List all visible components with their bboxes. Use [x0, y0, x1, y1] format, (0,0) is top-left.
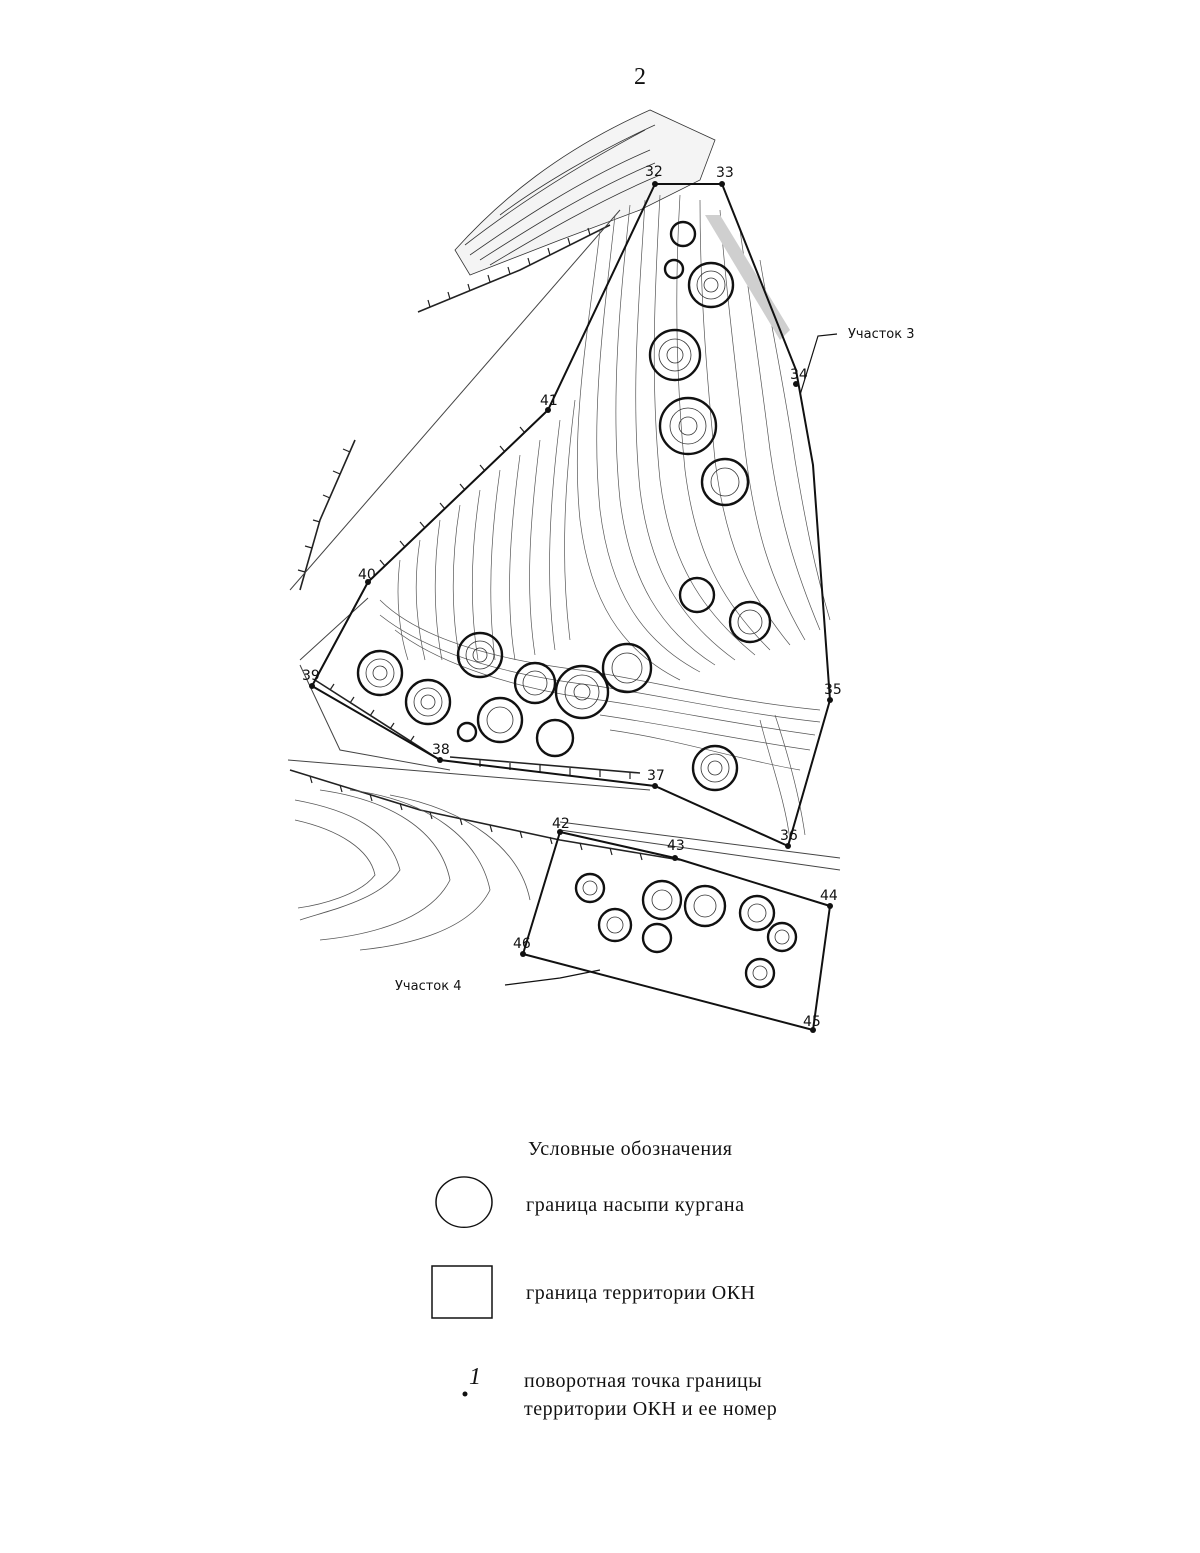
point-label-38: 38	[432, 742, 450, 758]
point-label-40: 40	[358, 567, 376, 583]
legend-item-turning-point-line1: поворотная точка границы	[524, 1370, 763, 1392]
plot-label-3: Участок 3	[848, 327, 915, 342]
point-label-37: 37	[647, 768, 665, 784]
point-label-44: 44	[820, 888, 838, 904]
plot-label-4: Участок 4	[395, 979, 462, 994]
road-lines	[288, 210, 840, 870]
okn-territory-legend-icon	[430, 1264, 496, 1322]
point-label-36: 36	[780, 828, 798, 844]
point-label-41: 41	[540, 393, 558, 409]
point-label-42: 42	[552, 816, 570, 832]
page-number: 2	[634, 64, 646, 90]
point-label-35: 35	[824, 682, 842, 698]
point-label-43: 43	[667, 838, 685, 854]
point-label-32: 32	[645, 164, 663, 180]
legend-title: Условные обозначения	[528, 1138, 733, 1160]
point-label-33: 33	[716, 165, 734, 181]
point-label-34: 34	[790, 367, 808, 383]
contour-lines-lower	[295, 790, 530, 950]
legend-item-turning-point-line2: территории ОКН и ее номер	[524, 1398, 778, 1420]
turning-point-legend-icon	[455, 1360, 495, 1400]
point-label-45: 45	[803, 1014, 821, 1030]
point-label-39: 39	[302, 668, 320, 684]
legend-item-mound-boundary: граница насыпи кургана	[526, 1194, 745, 1216]
point-label-46: 46	[513, 936, 531, 952]
mound-boundary-legend-icon	[432, 1176, 496, 1228]
turning-point-legend-number: 1	[469, 1364, 481, 1390]
mound-circles-plot-3	[358, 222, 770, 790]
legend-item-okn-boundary: граница территории ОКН	[526, 1282, 756, 1304]
